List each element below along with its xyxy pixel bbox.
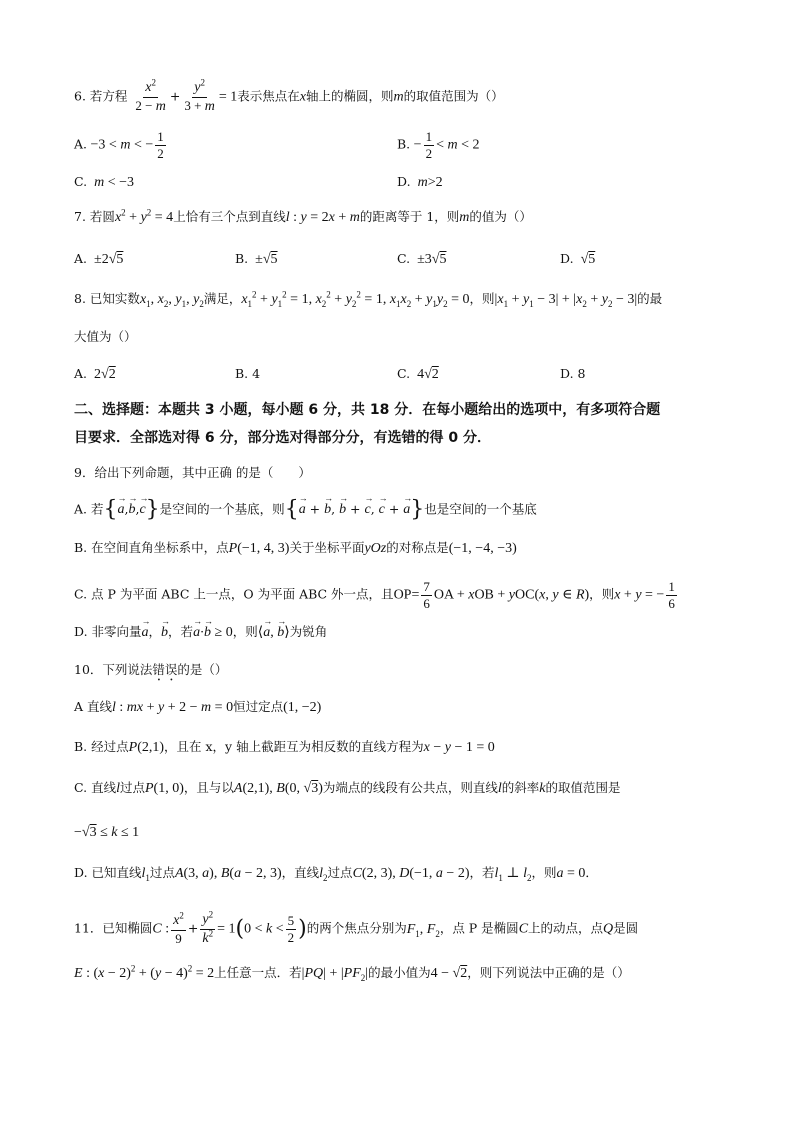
section-2-heading: 二、选择题：本题共 3 小题，每小题 6 分，共 18 分．在每小题给出的选项中，有多项符合题 [74, 402, 661, 418]
q7-option-c[interactable]: C. ±3√5 [397, 251, 447, 267]
q9-option-b[interactable]: B. 在空间直角坐标系中，点P(−1, 4, 3)关于坐标平面yOz的对称点是(−1, −4, −3) [74, 540, 517, 556]
q9-stem: 9．给出下列命题，其中正确 的是（ ） [74, 465, 311, 480]
q6-stem: 6. 若方程 $\frac{x^2}{2 - m}$ + $\frac{y^2}{3 + m}$ = 1表示焦点在x轴上的椭圆，则m的取值范围为（） [74, 77, 504, 114]
q6-option-c[interactable]: C. m < −3 [74, 174, 135, 190]
q10-option-b[interactable]: B. 经过点P(2,1)，且在 x，y 轴上截距互为相反数的直线方程为x − y − 1 = 0 [74, 739, 495, 755]
q10-option-c[interactable]: C. 直线l过点P(1, 0)，且与以A(2,1), B(0, √3)为端点的线段有公共点，则直线l的斜率k的取值范围是 [74, 780, 621, 796]
q7-option-d[interactable]: D. √5 [560, 251, 596, 267]
q7-stem: 7. 若圆$x^2 + y^2 = 4$上恰有三个点到直线l : y = 2x + m的距离等于 1，则m的值为（） [74, 207, 532, 225]
q8-stem: 8. 已知实数$x_1$, $x_2$, $y_1$, $y_2$满足，$x_1^2 + y_1^2 = 1$, $x_2^2 + y_2^2 = 1$, $x_1x_2 + y_1y_2 = 0$，则$|x_1 + y_1 - 3| + |x_2 + y_2 - 3|$的最 [74, 289, 663, 309]
q6-option-d[interactable]: D. m>2 [397, 174, 443, 190]
q7-option-a[interactable]: A. ±2√5 [74, 251, 124, 267]
section-2-heading-line2: 目要求．全部选对得 6 分，部分选对得部分分，有选错的得 0 分． [74, 430, 491, 446]
q7-option-b[interactable]: B. ±√5 [235, 251, 278, 267]
q9-option-a[interactable]: A. 若{→ a,→ b,→ c}是空间的一个基底，则{→ a + → b, → b + → c, → c + → a}也是空间的一个基底 [74, 500, 537, 520]
q10-option-c-range: −√3 ≤ k ≤ 1 [74, 825, 140, 840]
q10-option-d[interactable]: D. 已知直线$l_1$过点A(3, a), B(a − 2, 3)，直线$l_2$过点C(2, 3), D(−1, a − 2)，若$l_1$ ⊥ $l_2$，则a = 0． [74, 865, 598, 883]
q8-stem-line2: 大值为（） [74, 329, 137, 344]
q6-option-a[interactable]: A. −3 < m < − $\frac{1}{2}$ [74, 129, 164, 161]
q9-option-c[interactable]: C. 点 P 为平面 ABC 上一点，O 为平面 ABC 外一点，且OP= $\frac{7}{6}$ OA + xOB + yOC(x, y ∈ R)，则x + y = − $\frac{1}{6}$ [74, 579, 675, 611]
q10-option-a[interactable]: A 直线l : mx + y + 2 − m = 0恒过定点(1, −2) [74, 699, 322, 715]
q6-option-b[interactable]: B. − $\frac{1}{2}$ < m < 2 [397, 129, 480, 161]
q8-option-a[interactable]: A. 2√2 [74, 366, 116, 382]
q11-stem: 11．已知椭圆C : $\frac{x^2}{9}$ + $\frac{y^2}{k^2}$ = 1(0 < k < $\frac{5}{2}$ )的两个焦点分别为$F_1$, $F_2$，点 P 是椭圆C上的动点，点Q是圆 [74, 909, 639, 946]
q8-option-b[interactable]: B. 4 [235, 366, 261, 381]
q11-stem-line2: E : $(x - 2)^2 + (y - 4)^2 = 2$上任意一点．若$|PQ| + |PF_2|$的最小值为4 − √2，则下列说法中正确的是（） [74, 963, 630, 983]
q10-stem: 10．下列说法错误的是（） [74, 662, 228, 677]
q9-option-d[interactable]: D. 非零向量→ a，→ b，若→ a·→ b ≥ 0，则⟨→ a, → b⟩为锐角 [74, 625, 327, 641]
q8-option-c[interactable]: C. 4√2 [397, 366, 439, 382]
q8-option-d[interactable]: D. 8 [560, 366, 586, 381]
